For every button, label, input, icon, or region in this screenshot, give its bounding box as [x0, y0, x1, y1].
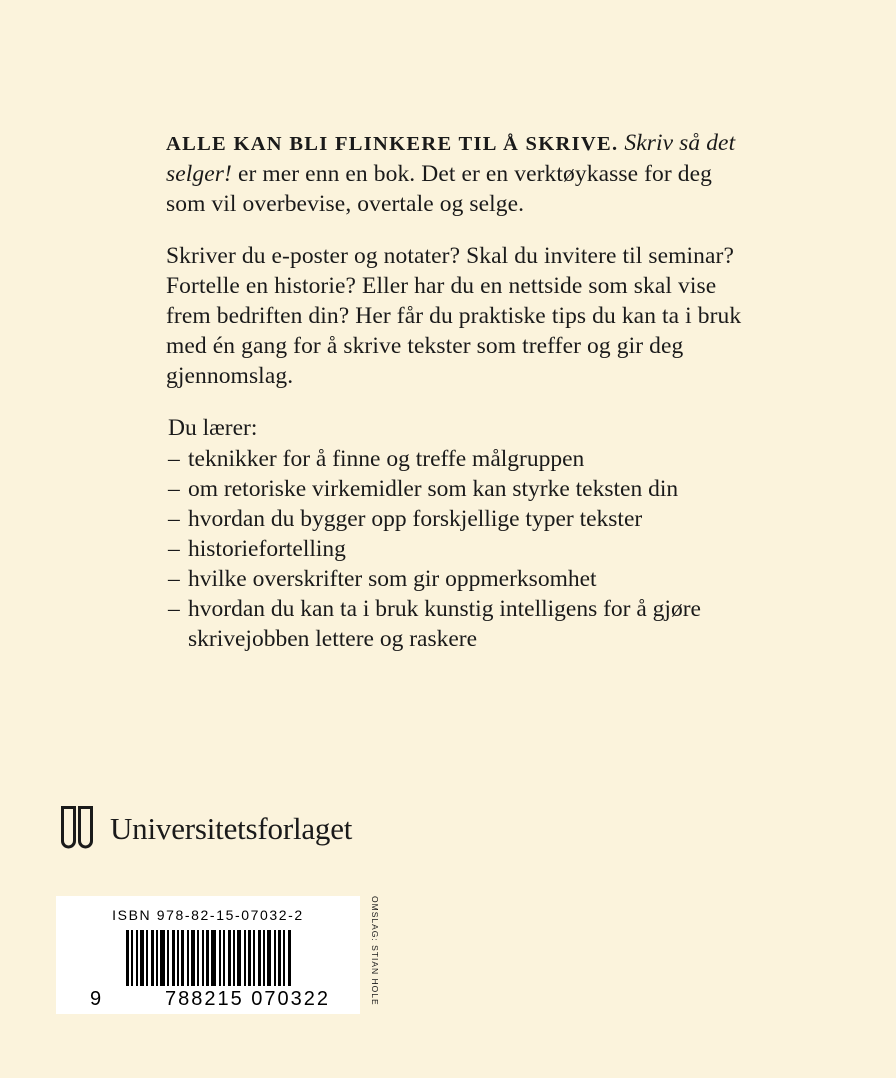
barcode-digit-right: 788215 070322: [164, 988, 330, 1010]
isbn-number: ISBN 978-82-15-07032-2: [112, 907, 304, 923]
list-dash: –: [168, 476, 180, 502]
list-item-label: hvordan du kan ta i bruk kunstig intelligens for å gjøre skrivejobben lettere og raskere: [188, 596, 701, 652]
list-item: [168, 444, 746, 474]
blurb-lead-rest: er mer enn en bok. Det er en verktøykasse for deg som vil overbevise, overtale og selge.: [166, 161, 713, 217]
book-logo-icon: [60, 805, 94, 853]
list-item: [168, 534, 746, 564]
list-item-label: historiefortelling: [188, 536, 346, 562]
blurb-paragraph-2: Skriver du e-poster og notater? Skal du invitere til seminar? Fortelle en historie? Eller har du en nettside som skal vise frem bedriften din? Her får du praktiske tips du kan ta i bruk med én gang for å skrive tekster som treffer og gir deg gjennomslag.: [166, 243, 742, 389]
publisher-block: [60, 805, 352, 853]
list-item-label: om retoriske virkemidler som kan styrke teksten din: [188, 476, 679, 502]
learn-intro: Du lærer:: [168, 415, 258, 441]
learn-list: [166, 444, 746, 654]
blurb-paragraph-1: [166, 128, 746, 219]
barcode-digit-left: 9: [90, 988, 104, 1010]
blurb-lead-caps: ALLE KAN BLI FLINKERE TIL Å SKRIVE.: [166, 133, 619, 155]
learn-block: [166, 413, 746, 654]
list-dash: –: [168, 596, 180, 622]
barcode-digits: [86, 988, 330, 1011]
cover-credit: OMSLAG: STIAN HOLE: [370, 896, 380, 1006]
list-item-label: teknikker for å finne og treffe målgruppen: [188, 446, 585, 472]
list-dash: –: [168, 566, 180, 592]
list-dash: –: [168, 536, 180, 562]
list-dash: –: [168, 506, 180, 532]
barcode-graphic: [126, 930, 291, 986]
blurb-text-block: [166, 128, 746, 654]
list-item-label: hvilke overskrifter som gir oppmerksomhet: [188, 566, 597, 592]
isbn-barcode-box: [56, 896, 360, 1014]
publisher-name: Universitetsforlaget: [110, 811, 353, 846]
blurb-title-italic: Skriv så det selger!: [166, 130, 736, 187]
list-item: [168, 594, 746, 654]
list-item-label: hvordan du bygger opp forskjellige typer tekster: [188, 506, 643, 532]
list-item: [168, 564, 746, 594]
list-item: [168, 474, 746, 504]
list-dash: –: [168, 446, 180, 472]
list-item: [168, 504, 746, 534]
